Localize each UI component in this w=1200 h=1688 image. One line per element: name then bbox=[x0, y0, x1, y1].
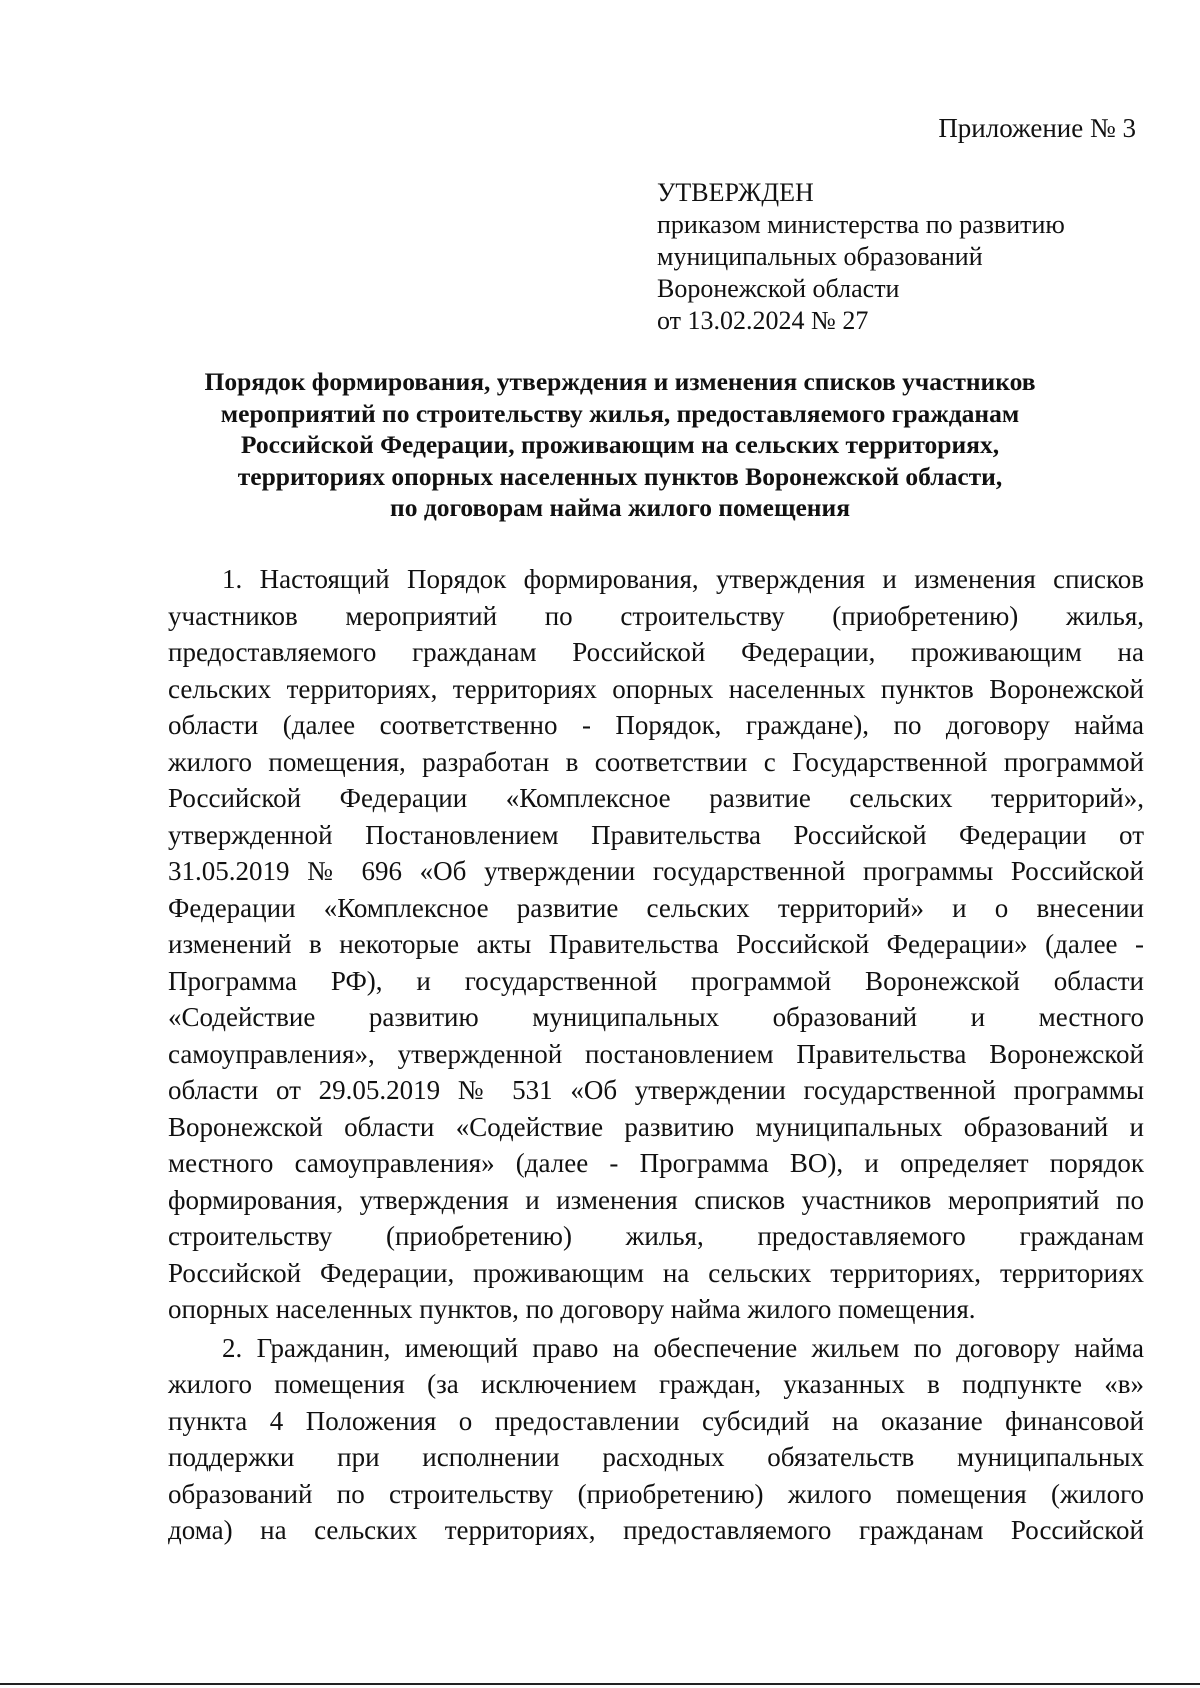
title-line: Российской Федерации, проживающим на сельских территориях, bbox=[240, 430, 1000, 459]
approval-line: Воронежской области bbox=[657, 274, 900, 303]
paragraph-line: 2. Гражданин, имеющий право на обеспечение жильем по договору найма bbox=[222, 1332, 1144, 1363]
paragraph-line: области от 29.05.2019 № 531 «Об утверждении государственной программы bbox=[168, 1075, 1144, 1105]
paragraph-line: Российской Федерации «Комплексное развитие сельских территорий», bbox=[168, 783, 1144, 813]
paragraph-line: самоуправления», утвержденной постановлением Правительства Воронежской bbox=[168, 1038, 1144, 1069]
paragraph-line: 1. Настоящий Порядок формирования, утверждения и изменения списков bbox=[222, 564, 1144, 594]
paragraph-line: поддержки при исполнении расходных обязательств муниципальных bbox=[168, 1442, 1144, 1472]
paragraph-2 bbox=[168, 1330, 1144, 1549]
document-body bbox=[168, 561, 1144, 1551]
paragraph-line: Программа РФ), и государственной программой Воронежской области bbox=[168, 965, 1144, 996]
paragraph-line: пункта 4 Положения о предоставлении субсидий на оказание финансовой bbox=[168, 1405, 1144, 1436]
paragraph-line: предоставляемого гражданам Российской Федерации, проживающим на bbox=[168, 637, 1144, 667]
paragraph-line: Федерации «Комплексное развитие сельских территорий» и о внесении bbox=[168, 892, 1144, 923]
title-line: мероприятий по строительству жилья, предоставляемого гражданам bbox=[220, 398, 1020, 428]
paragraph-line: участников мероприятий по строительству (приобретению) жилья, bbox=[168, 600, 1144, 631]
title-line: по договорам найма жилого помещения bbox=[390, 493, 850, 522]
page-bottom-edge bbox=[0, 1683, 1200, 1685]
paragraph-line: образований по строительству (приобретению) жилого помещения (жилого bbox=[168, 1478, 1144, 1509]
document-title bbox=[150, 366, 1090, 524]
paragraph-line: 31.05.2019 № 696 «Об утверждении государственной программы Российской bbox=[168, 856, 1144, 886]
approval-block bbox=[657, 177, 1065, 337]
paragraph-line: дома) на сельских территориях, предоставляемого гражданам Российской bbox=[168, 1515, 1144, 1545]
approval-line: муниципальных образований bbox=[657, 242, 983, 271]
paragraph-line: «Содействие развитию муниципальных образований и местного bbox=[168, 1002, 1144, 1032]
paragraph-line: жилого помещения, разработан в соответствии с Государственной программой bbox=[168, 746, 1144, 777]
appendix-number: Приложение № 3 bbox=[938, 113, 1136, 143]
paragraph-line: сельских территориях, территориях опорных населенных пунктов Воронежской bbox=[168, 673, 1144, 704]
paragraph-line: жилого помещения (за исключением граждан, указанных в подпункте «в» bbox=[168, 1369, 1144, 1399]
paragraph-line: формирования, утверждения и изменения списков участников мероприятий по bbox=[168, 1184, 1144, 1215]
paragraph-1 bbox=[168, 561, 1144, 1328]
paragraph-line: опорных населенных пунктов, по договору найма жилого помещения. bbox=[168, 1294, 976, 1324]
title-line: Порядок формирования, утверждения и изменения списков участников bbox=[204, 367, 1036, 396]
approval-line: УТВЕРЖДЕН bbox=[657, 178, 814, 207]
paragraph-line: строительству (приобретению) жилья, предоставляемого гражданам bbox=[168, 1221, 1144, 1251]
paragraph-line: Российской Федерации, проживающим на сельских территориях, территориях bbox=[168, 1257, 1144, 1288]
paragraph-line: местного самоуправления» (далее - Программа ВО), и определяет порядок bbox=[168, 1148, 1144, 1178]
paragraph-line: Воронежской области «Содействие развитию муниципальных образований и bbox=[168, 1111, 1144, 1142]
approval-line: приказом министерства по развитию bbox=[657, 210, 1065, 239]
approval-line: от 13.02.2024 № 27 bbox=[657, 306, 869, 335]
paragraph-line: утвержденной Постановлением Правительства Российской Федерации от bbox=[168, 819, 1144, 850]
title-line: территориях опорных населенных пунктов Воронежской области, bbox=[237, 461, 1003, 491]
paragraph-line: изменений в некоторые акты Правительства Российской Федерации» (далее - bbox=[168, 929, 1144, 959]
paragraph-line: области (далее соответственно - Порядок, граждане), по договору найма bbox=[168, 710, 1144, 740]
